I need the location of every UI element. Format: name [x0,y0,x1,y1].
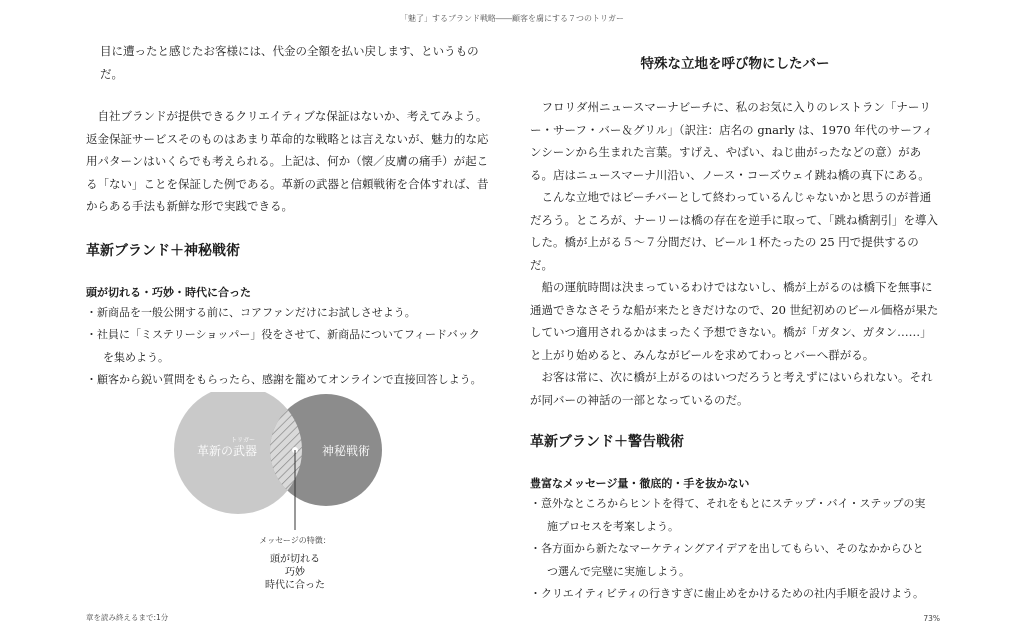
bullet-list [86,302,498,392]
list-item: ・新商品を一般公開する前に、コアファンだけにお試しさせよう。 [86,305,416,319]
paragraph: フロリダ州ニュースマーナビーチに、私のお気に入りのレストラン「ナーリー・サーフ・バー＆グリル」（訳注：店名の gnarly は、1970 年代のサーフィンシーンから生まれた言葉。すげえ、やばい、ねじ曲がったなどの意）がある。店はニュースマーナ川沿い、ノース・コーズウェイ跳ね橋の真下にある。 [530,100,934,182]
venn-right-label: 神秘戦術 [321,444,371,458]
subheading: 頭が切れる・巧妙・時代に合った [86,285,251,299]
venn-diagram [170,392,420,602]
paragraph-guarantee: 自社ブランドが提供できるクリエイティブな保証はないか、考えてみよう。返金保証サービスそのものはあまり革命的な戦略とは言えないが、魅力的な応用パターンはいくらでも考えられる。上記は、何か（懐／皮膚の痛手）が起こる「ない」ことを保証した例である。革新の武器と信頼戦術を合体すれば、昔からある手法も新鮮な形で実践できる。 [86,109,489,213]
venn-left-label: 革新の武器 [196,444,258,458]
bullet-list [530,493,940,606]
left-page [86,40,498,392]
list-item: ・各方面から新たなマーケティングアイデアを出してもらい、そのなかからひと つ選んで完璧に実施しよう。 [530,542,924,578]
story-title: 特殊な立地を呼び物にしたバー [640,56,830,72]
list-item: ・社員に「ミステリーショッパー」役をさせて、新商品についてフィードバック を集めよう。 [86,328,480,364]
list-item: ・クリエイティビティの行きすぎに歯止めをかけるための社内手順を設けよう。 [530,587,925,600]
reading-time-indicator: 章を読み終えるまで:1分 [86,613,169,622]
paragraph: こんな立地ではビーチバーとして終わっているんじゃないかと思うのが普通だろう。ところが、ナーリーは橋の存在を逆手に取って、「跳ね橋割引」を導入した。橋が上がる５～７分間だけ、ビール１杯たったの 25 円で提供するのだ。 [530,190,939,272]
caption-title: メッセージの特徴： [259,536,331,545]
caption-line: 頭が切れる [270,554,320,565]
paragraph-continued: 目に遭ったと感じたお客様には、代金の全額を払い戻します、というものだ。 [100,44,479,81]
list-item: ・意外なところからヒントを得て、それをもとにステップ・バイ・ステップの実 施プロセスを考案しよう。 [530,497,926,533]
right-page [530,40,940,606]
paragraph: 船の運航時間は決まっているわけではないし、橋が上がるのは橋下を無事に通過できなさそうな船が来たときだけなので、20 世紀初めのビール価格が果たしていつ適用されるかはまったく予想できない。橋が「ガタン、ガタン……」と上がり始めると、みんながビールを求めてわっとバーへ群がる。 [530,280,939,362]
paragraph: お客は常に、次に橋が上がるのはいつだろうと考えずにはいられない。それが同バーの神話の一部となっているのだ。 [530,370,933,407]
section-title: 革新ブランド＋警告戦術 [530,434,684,450]
book-title-header: 「魅了」するブランド戦略――顧客を虜にする７つのトリガー [400,14,624,23]
caption-line: 時代に合った [265,580,325,591]
caption-line: 巧妙 [285,567,305,578]
progress-percent: 73% [923,614,940,623]
venn-left-ruby: トリガー [231,437,255,444]
list-item: ・顧客から鋭い質問をもらったら、感謝を籠めてオンラインで直接回答しよう。 [86,373,482,386]
subheading: 豊富なメッセージ量・徹底的・手を抜かない [530,477,750,490]
story-body [530,96,940,411]
section-title: 革新ブランド＋神秘戦術 [86,242,240,259]
